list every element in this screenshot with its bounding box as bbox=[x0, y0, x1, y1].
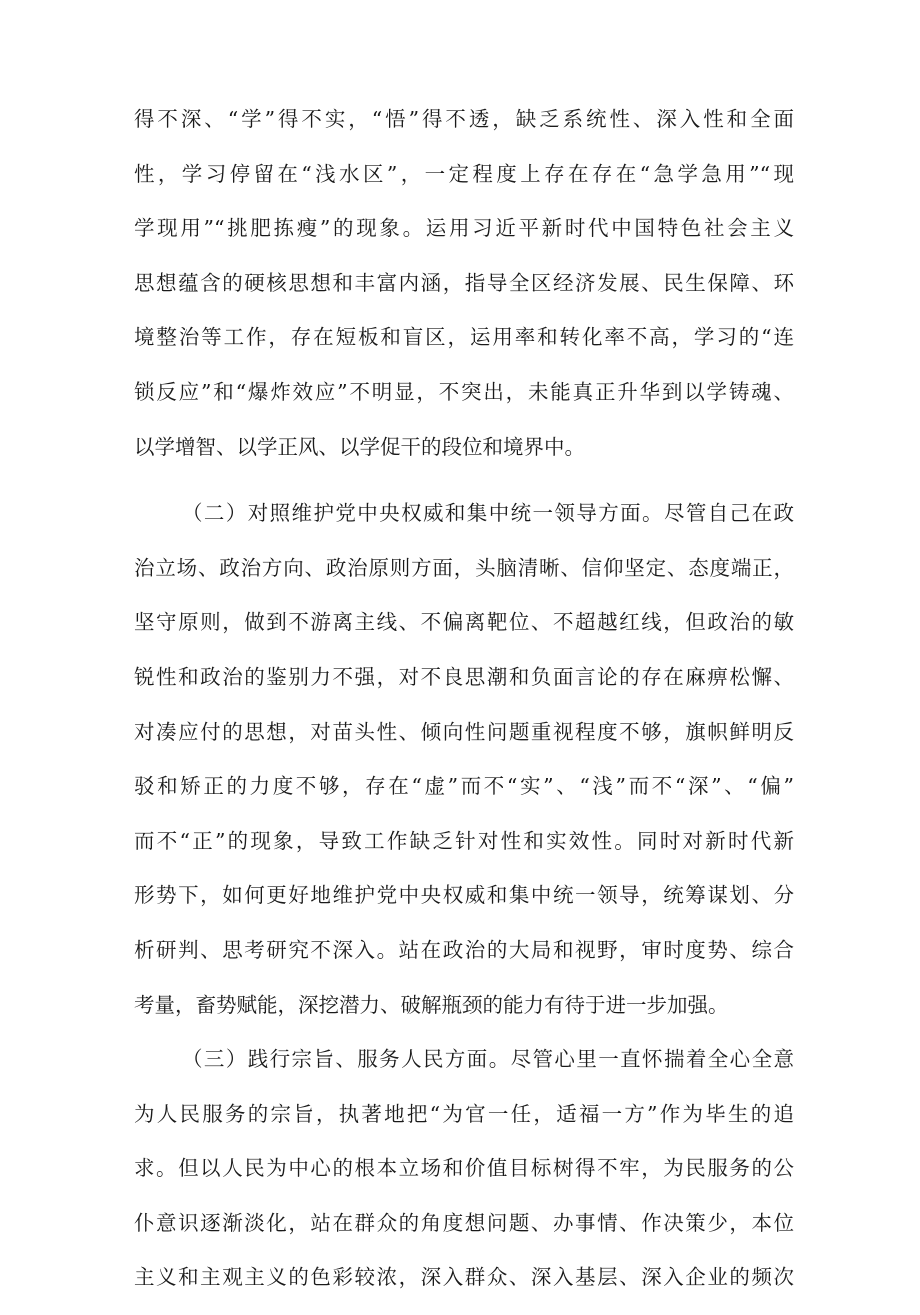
text-line: 思想蕴含的硬核思想和丰富内涵，指导全区经济发展、民生保障、环 bbox=[134, 270, 794, 295]
text-line: 为人民服务的宗旨，执著地把“为官一任，适福一方”作为毕生的追 bbox=[134, 1101, 794, 1126]
text-line: 形势下，如何更好地维护党中央权威和集中统一领导，统筹谋划、分 bbox=[134, 883, 794, 908]
text-line: 对凑应付的思想，对苗头性、倾向性问题重视程度不够，旗帜鲜明反 bbox=[134, 719, 794, 744]
text-line: 析研判、思考研究不深入。站在政治的大局和视野，审时度势、综合 bbox=[134, 937, 794, 962]
text-line: 学现用”“挑肥拣瘦”的现象。运用习近平新时代中国特色社会主义 bbox=[134, 216, 794, 241]
paragraph-1 bbox=[134, 102, 794, 484]
text-line: 治立场、政治方向、政治原则方面，头脑清晰、信仰坚定、态度端正， bbox=[134, 555, 794, 580]
text-line: 考量，畜势赋能，深挖潜力、破解瓶颈的能力有待于进一步加强。 bbox=[134, 992, 729, 1017]
text-line: 境整治等工作，存在短板和盲区，运用率和转化率不高，学习的“连 bbox=[134, 325, 794, 350]
document-body bbox=[134, 102, 794, 1315]
paragraph-3 bbox=[134, 1042, 794, 1315]
text-line: 得不深、“学”得不实，“悟”得不透，缺乏系统性、深入性和全面 bbox=[134, 107, 794, 131]
text-line: 以学增智、以学正风、以学促干的段位和境界中。 bbox=[134, 434, 585, 459]
text-line: 而不“正”的现象，导致工作缺乏针对性和实效性。同时对新时代新 bbox=[134, 828, 794, 853]
text-line: 坚守原则，做到不游离主线、不偏离靶位、不超越红线，但政治的敏 bbox=[134, 610, 794, 635]
text-line: 仆意识逐渐淡化，站在群众的角度想问题、办事情、作决策少，本位 bbox=[134, 1210, 794, 1235]
text-line: （二）对照维护党中央权威和集中统一领导方面。尽管自己在政 bbox=[182, 501, 794, 526]
text-line: 锁反应”和“爆炸效应”不明显，不突出，未能真正升华到以学铸魂、 bbox=[134, 379, 794, 404]
text-line: 锐性和政治的鉴别力不强，对不良思潮和负面言论的存在麻痹松懈、 bbox=[134, 664, 794, 689]
text-line: （三）践行宗旨、服务人民方面。尽管心里一直怀揣着全心全意 bbox=[182, 1047, 794, 1072]
paragraph-2 bbox=[134, 496, 794, 1042]
text-line: 性，学习停留在“浅水区”，一定程度上存在存在“急学急用”“现 bbox=[134, 161, 794, 186]
text-line: 驳和矫正的力度不够，存在“虚”而不“实”、“浅”而不“深”、“偏” bbox=[134, 774, 794, 799]
text-line: 主义和主观主义的色彩较浓，深入群众、深入基层、深入企业的频次 bbox=[134, 1265, 794, 1290]
text-line: 求。但以人民为中心的根本立场和价值目标树得不牢，为民服务的公 bbox=[134, 1156, 794, 1181]
